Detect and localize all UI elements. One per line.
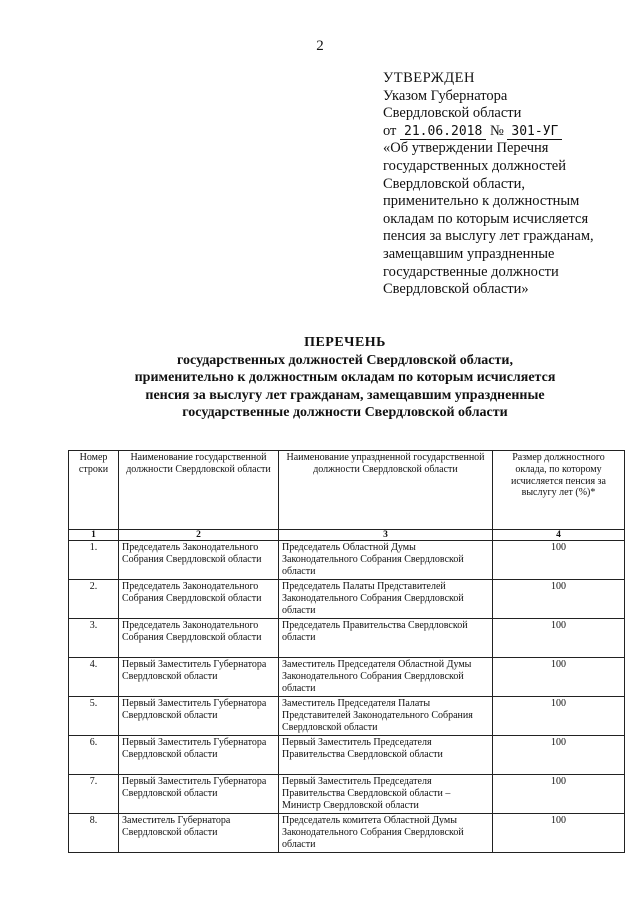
abolished-position-cell: Первый Заместитель Председателя Правительства Свердловской области – Министр Свердловской области [279,775,493,814]
row-number: 6. [69,736,119,775]
title-line: государственные должности Свердловской области [182,405,508,421]
title-line: государственных должностей Свердловской области, [177,352,513,368]
percent-cell: 100 [493,619,625,658]
position-cell: Первый Заместитель Губернатора Свердловской области [119,736,279,775]
abolished-position-cell: Председатель Правительства Свердловской области [279,619,493,658]
position-cell: Первый Заместитель Губернатора Свердловской области [119,775,279,814]
abolished-position-cell: Заместитель Председателя Областной Думы Законодательного Собрания Свердловской области [279,658,493,697]
column-number: 3 [279,530,493,541]
abolished-position-cell: Первый Заместитель Председателя Правительства Свердловской области [279,736,493,775]
title-main: ПЕРЕЧЕНЬ [304,335,386,350]
row-number: 8. [69,814,119,853]
header-row [69,451,625,530]
approval-body-line: окладам по которым исчисляется [383,210,589,227]
decree-number: 301-УГ [507,124,562,140]
page-number: 2 [316,38,324,54]
approval-body-line: Свердловской области» [383,281,529,298]
date-prefix: от [383,122,397,139]
header-cell-salary-percent: Размер должностного оклада, по которому исчисляется пенсия за выслугу лет (%)* [493,451,625,530]
table-row [69,619,625,658]
header-cell-abolished-position: Наименование упраздненной государственной должности Свердловской области [279,451,493,530]
row-number: 2. [69,580,119,619]
percent-cell: 100 [493,541,625,580]
approval-line-1: Указом Губернатора [383,87,508,104]
number-prefix: № [489,122,504,139]
approval-body-line: Свердловской области, [383,175,526,192]
approval-body-line: государственных должностей [383,157,566,174]
percent-cell: 100 [493,736,625,775]
position-cell: Первый Заместитель Губернатора Свердловской области [119,697,279,736]
abolished-position-cell: Председатель Палаты Представителей Законодательного Собрания Свердловской области [279,580,493,619]
approval-line-2: Свердловской области [383,105,522,122]
percent-cell: 100 [493,814,625,853]
table-header [69,451,625,541]
column-number: 2 [119,530,279,541]
abolished-position-cell: Председатель Областной Думы Законодательного Собрания Свердловской области [279,541,493,580]
column-number: 1 [69,530,119,541]
column-number: 4 [493,530,625,541]
table-row [69,541,625,580]
document-title [60,334,630,422]
approval-block [383,70,623,299]
position-cell: Заместитель Губернатора Свердловской области [119,814,279,853]
decree-date: 21.06.2018 [400,124,486,140]
title-line: пенсия за выслугу лет гражданам, замещавшим упраздненные [145,387,545,403]
row-number: 1. [69,541,119,580]
table-row [69,814,625,853]
header-cell-position: Наименование государственной должности Свердловской области [119,451,279,530]
row-number: 5. [69,697,119,736]
position-cell: Первый Заместитель Губернатора Свердловской области [119,658,279,697]
percent-cell: 100 [493,697,625,736]
percent-cell: 100 [493,658,625,697]
position-cell: Председатель Законодательного Собрания Свердловской области [119,619,279,658]
approval-body [383,140,623,298]
table-row [69,736,625,775]
percent-cell: 100 [493,580,625,619]
approval-heading: УТВЕРЖДЕН [383,70,475,86]
approval-body-line: замещавшим упраздненные [383,245,555,262]
column-number-row [69,530,625,541]
approval-body-line: пенсия за выслугу лет гражданам, [383,228,594,245]
abolished-position-cell: Заместитель Председателя Палаты Представителей Законодательного Собрания Свердловской области [279,697,493,736]
position-cell: Председатель Законодательного Собрания Свердловской области [119,580,279,619]
table-row [69,775,625,814]
row-number: 4. [69,658,119,697]
positions-table [68,450,625,853]
approval-body-line: «Об утверждении Перечня [383,140,549,157]
table-body [69,541,625,853]
table-row [69,697,625,736]
table-row [69,580,625,619]
approval-body-line: государственные должности [383,263,559,280]
table-row [69,658,625,697]
approval-date-line [383,123,623,141]
row-number: 7. [69,775,119,814]
approval-body-line: применительно к должностным [383,193,580,210]
row-number: 3. [69,619,119,658]
header-cell-number: Номер строки [69,451,119,530]
position-cell: Председатель Законодательного Собрания Свердловской области [119,541,279,580]
title-line: применительно к должностным окладам по которым исчисляется [134,370,556,386]
abolished-position-cell: Председатель комитета Областной Думы Законодательного Собрания Свердловской области [279,814,493,853]
percent-cell: 100 [493,775,625,814]
